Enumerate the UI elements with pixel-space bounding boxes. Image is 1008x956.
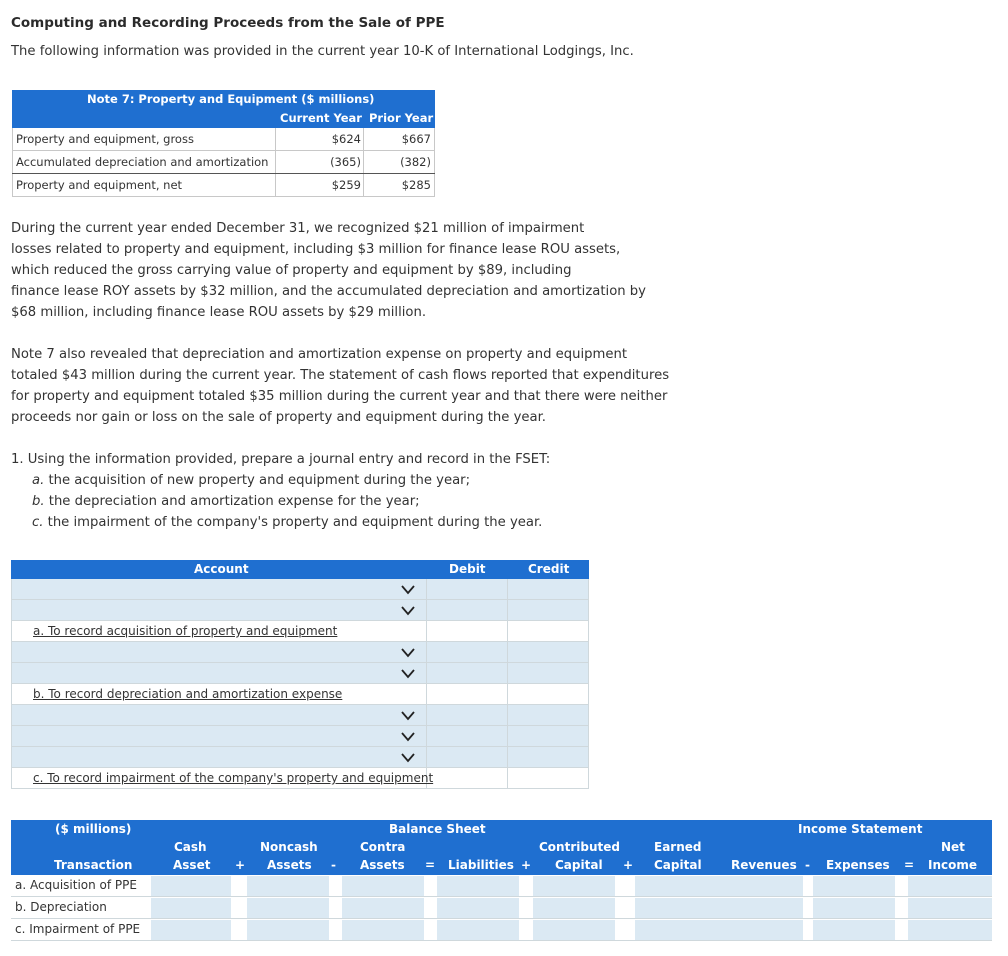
fset-noncash-2: Assets — [267, 858, 312, 872]
fset-revenues: Revenues — [731, 858, 797, 872]
fset-row-label: b. Depreciation — [15, 900, 107, 914]
liabilities-cell[interactable] — [437, 920, 519, 940]
paragraph-line: During the current year ended December 31, we recognized $21 million of impairment — [11, 221, 585, 236]
fset-plus: + — [521, 858, 532, 872]
noncash-cell[interactable] — [247, 876, 329, 896]
revenues-cell[interactable] — [719, 898, 803, 918]
net-income-cell[interactable] — [908, 876, 992, 896]
question-block — [11, 449, 550, 533]
fset-income-statement: Income Statement — [798, 822, 923, 836]
note7-table — [12, 90, 435, 197]
net-income-cell[interactable] — [908, 920, 992, 940]
note7-row-current: $624 — [331, 132, 361, 146]
journal-description: b. To record depreciation and amortization expense — [33, 687, 343, 701]
earned-cell[interactable] — [635, 876, 719, 896]
account-select[interactable] — [11, 747, 426, 767]
paragraph-line: losses related to property and equipment, including $3 million for finance lease ROU assets, — [11, 242, 621, 257]
fset-net-1: Net — [941, 840, 965, 854]
fset-earned-1: Earned — [654, 840, 702, 854]
earned-cell[interactable] — [635, 898, 719, 918]
cash-cell[interactable] — [151, 898, 231, 918]
expenses-cell[interactable] — [813, 920, 895, 940]
fset-plus: + — [623, 858, 634, 872]
journal-description-row — [11, 768, 589, 789]
chevron-down-icon[interactable] — [400, 665, 416, 681]
account-select[interactable] — [11, 663, 426, 683]
fset-expenses: Expenses — [826, 858, 890, 872]
fset-equals: = — [425, 858, 436, 872]
chevron-down-icon[interactable] — [400, 728, 416, 744]
expenses-cell[interactable] — [813, 876, 895, 896]
account-select[interactable] — [11, 705, 426, 725]
journal-description-row — [11, 684, 589, 705]
debit-input[interactable] — [426, 726, 507, 746]
contra-cell[interactable] — [342, 898, 424, 918]
question-item-a: a. the acquisition of new property and equipment during the year; — [32, 473, 471, 488]
credit-input[interactable] — [507, 705, 589, 725]
paragraph-line: which reduced the gross carrying value of property and equipment by $89, including — [11, 263, 572, 278]
debit-input[interactable] — [426, 579, 507, 599]
cash-cell[interactable] — [151, 920, 231, 940]
account-select[interactable] — [11, 600, 426, 620]
credit-input[interactable] — [507, 579, 589, 599]
journal-col-credit: Credit — [528, 562, 570, 576]
credit-input[interactable] — [507, 663, 589, 683]
fset-plus: + — [235, 858, 246, 872]
fset-net-2: Income — [928, 858, 978, 872]
impairment-paragraph — [11, 218, 646, 323]
fset-contrib-2: Capital — [555, 858, 603, 872]
journal-description: a. To record acquisition of property and equipment — [33, 624, 338, 638]
chevron-down-icon[interactable] — [400, 707, 416, 723]
journal-header-row — [11, 560, 589, 579]
note7-row-current: (365) — [330, 155, 361, 169]
question-main: 1. Using the information provided, prepare a journal entry and record in the FSET: — [11, 452, 551, 467]
paragraph-line: Note 7 also revealed that depreciation and amortization expense on property and equipment — [11, 347, 628, 362]
journal-description-row — [11, 621, 589, 642]
journal-entry-table — [11, 560, 589, 789]
fset-balance-sheet: Balance Sheet — [389, 822, 486, 836]
debit-input[interactable] — [426, 600, 507, 620]
depreciation-paragraph — [11, 344, 669, 428]
paragraph-line: $68 million, including finance lease ROU assets by $29 million. — [11, 305, 427, 320]
account-select[interactable] — [11, 726, 426, 746]
debit-input[interactable] — [426, 642, 507, 662]
expenses-cell[interactable] — [813, 898, 895, 918]
contributed-cell[interactable] — [533, 876, 615, 896]
note7-row — [12, 151, 435, 174]
net-income-cell[interactable] — [908, 898, 992, 918]
note7-title: Note 7: Property and Equipment ($ millions) — [87, 92, 375, 106]
contra-cell[interactable] — [342, 876, 424, 896]
page-title: Computing and Recording Proceeds from the Sale of PPE — [11, 15, 445, 31]
credit-input[interactable] — [507, 747, 589, 767]
note7-row-label: Accumulated depreciation and amortization — [16, 155, 269, 169]
fset-contrib-1: Contributed — [539, 840, 620, 854]
intro-text: The following information was provided in the current year 10-K of International Lodgings, Inc. — [11, 44, 634, 59]
fset-row-label: c. Impairment of PPE — [15, 922, 141, 936]
account-select[interactable] — [11, 579, 426, 599]
contributed-cell[interactable] — [533, 898, 615, 918]
note7-title-row — [12, 90, 435, 108]
journal-input-row — [11, 705, 589, 726]
note7-row — [12, 128, 435, 151]
fset-cash-2: Asset — [173, 858, 211, 872]
note7-row-label: Property and equipment, gross — [16, 132, 194, 146]
fset-liabilities: Liabilities — [448, 858, 514, 872]
fset-contra-2: Assets — [360, 858, 405, 872]
question-item-b: b. the depreciation and amortization expense for the year; — [32, 494, 420, 509]
journal-input-row — [11, 747, 589, 768]
note7-row-label: Property and equipment, net — [16, 178, 183, 192]
note7-row-prior: $285 — [401, 178, 431, 192]
debit-input[interactable] — [426, 747, 507, 767]
journal-input-row — [11, 726, 589, 747]
fset-header — [11, 820, 992, 875]
fset-millions: ($ millions) — [55, 822, 132, 836]
fset-minus: - — [805, 858, 810, 872]
journal-description: c. To record impairment of the company's property and equipment — [33, 771, 434, 785]
paragraph-line: finance lease ROY assets by $32 million, and the accumulated depreciation and amortization by — [11, 284, 646, 299]
journal-col-account: Account — [194, 562, 249, 576]
chevron-down-icon[interactable] — [400, 749, 416, 765]
note7-col-current: Current Year — [280, 111, 362, 125]
noncash-cell[interactable] — [247, 920, 329, 940]
paragraph-line: proceeds nor gain or loss on the sale of property and equipment during the year. — [11, 410, 546, 425]
liabilities-cell[interactable] — [437, 876, 519, 896]
noncash-cell[interactable] — [247, 898, 329, 918]
paragraph-line: for property and equipment totaled $35 million during the current year and that there were neither — [11, 389, 668, 404]
revenues-cell[interactable] — [719, 920, 803, 940]
journal-col-debit: Debit — [449, 562, 486, 576]
credit-input[interactable] — [507, 642, 589, 662]
chevron-down-icon[interactable] — [400, 581, 416, 597]
debit-input[interactable] — [426, 705, 507, 725]
question-item-c: c. the impairment of the company's property and equipment during the year. — [32, 515, 543, 530]
fset-equals: = — [904, 858, 915, 872]
debit-input[interactable] — [426, 663, 507, 683]
journal-input-row — [11, 663, 589, 684]
journal-input-row — [11, 642, 589, 663]
earned-cell[interactable] — [635, 920, 719, 940]
fset-contra-1: Contra — [360, 840, 406, 854]
fset-cash-1: Cash — [174, 840, 207, 854]
fset-table — [11, 820, 992, 941]
note7-row-prior: $667 — [401, 132, 431, 146]
revenues-cell[interactable] — [719, 876, 803, 896]
note7-row-prior: (382) — [400, 155, 431, 169]
fset-noncash-1: Noncash — [260, 840, 318, 854]
fset-minus: - — [331, 858, 336, 872]
fset-row — [11, 897, 992, 919]
fset-transaction: Transaction — [54, 858, 133, 872]
fset-row — [11, 919, 992, 941]
contributed-cell[interactable] — [533, 920, 615, 940]
note7-col-prior: Prior Year — [369, 111, 434, 125]
chevron-down-icon[interactable] — [400, 644, 416, 660]
chevron-down-icon[interactable] — [400, 602, 416, 618]
credit-input[interactable] — [507, 726, 589, 746]
fset-earned-2: Capital — [654, 858, 702, 872]
note7-row — [12, 174, 435, 197]
paragraph-line: totaled $43 million during the current year. The statement of cash flows reported that expenditures — [11, 368, 670, 383]
cash-cell[interactable] — [151, 876, 231, 896]
note7-row-current: $259 — [331, 178, 361, 192]
note7-header-row — [12, 108, 435, 128]
account-select[interactable] — [11, 642, 426, 662]
fset-row-label: a. Acquisition of PPE — [15, 878, 137, 892]
journal-input-row — [11, 600, 589, 621]
fset-row — [11, 875, 992, 897]
journal-input-row — [11, 579, 589, 600]
credit-input[interactable] — [507, 600, 589, 620]
liabilities-cell[interactable] — [437, 898, 519, 918]
contra-cell[interactable] — [342, 920, 424, 940]
